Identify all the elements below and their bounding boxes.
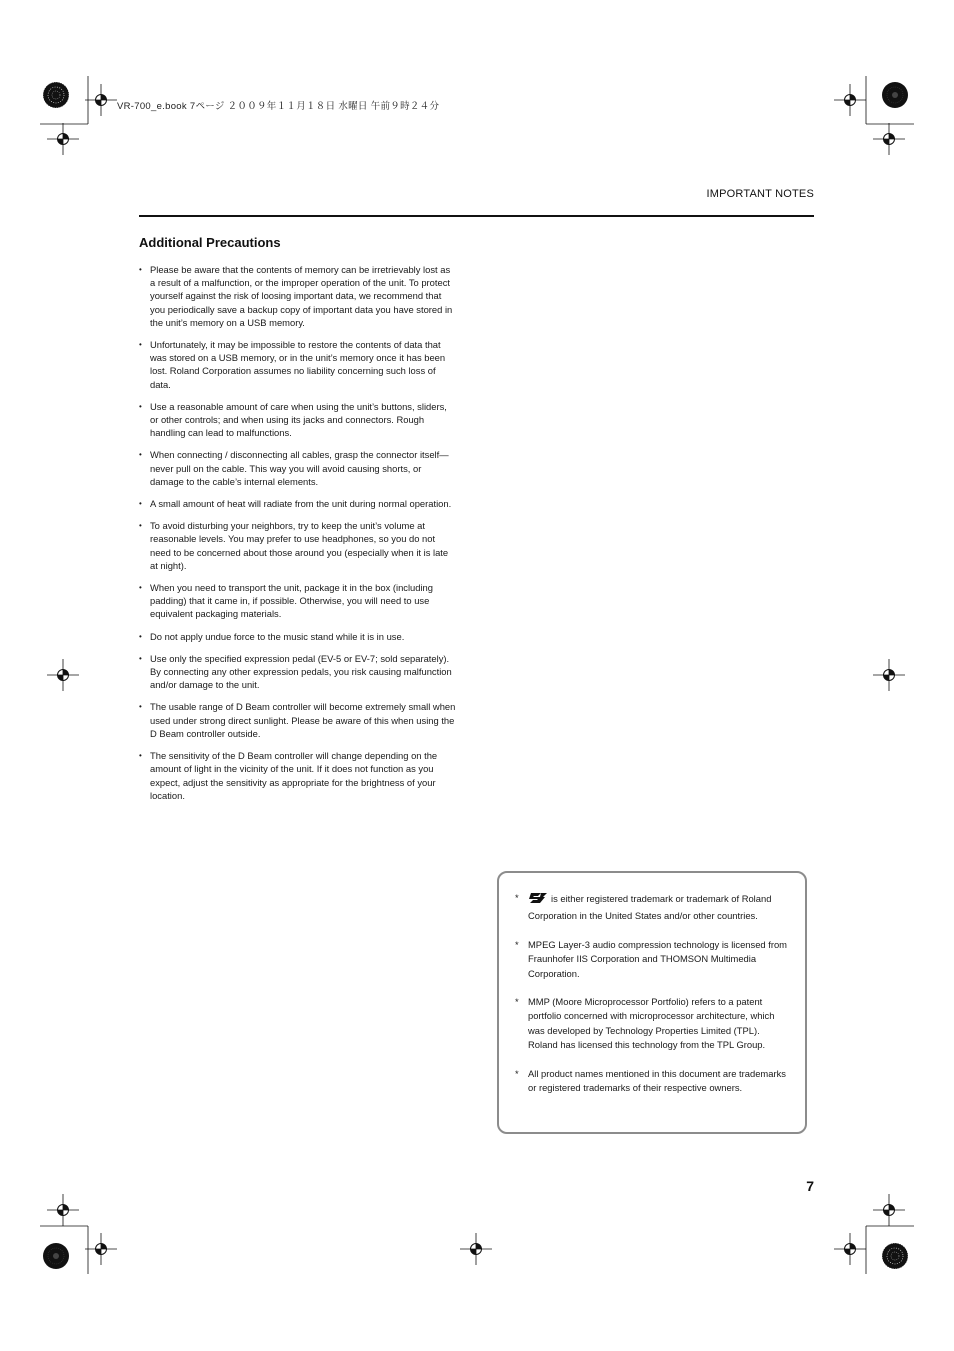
list-item-text: Do not apply undue force to the music stand while it is in use.: [150, 630, 405, 642]
list-item: [139, 652, 457, 692]
asterisk-glyph: *: [515, 996, 519, 1008]
list-item: [139, 581, 457, 621]
bullet-glyph: •: [139, 340, 142, 350]
printer-info-line: VR-700_e.book 7ページ ２００９年１１月１８日 水曜日 午前９時２４分: [117, 101, 440, 112]
trademark-note: [515, 1067, 787, 1096]
list-item: [139, 448, 457, 488]
list-item: [139, 400, 457, 440]
list-item: [139, 519, 457, 572]
precautions-list: [139, 263, 457, 811]
list-item-text: Please be aware that the contents of memory can be irretrievably lost as a result of a malfunction, or the improper operation of the unit. To protect yourself against the risk of loosing important data, we recommend that you periodically save a backup copy of important data you have stored in the unit’s memory on a USB memory.: [150, 264, 453, 328]
header-rule: [139, 215, 814, 217]
list-item: [139, 263, 457, 329]
list-item-text: When connecting / disconnecting all cables, grasp the connector itself—never pull on the cable. This way you will avoid causing shorts, or damage to the cable’s internal elements.: [150, 449, 449, 487]
list-item: [139, 749, 457, 802]
gs-logo-icon: [528, 891, 548, 909]
bullet-glyph: •: [139, 653, 142, 663]
list-item: [139, 700, 457, 740]
asterisk-glyph: *: [515, 892, 519, 903]
running-header: IMPORTANT NOTES: [706, 188, 814, 200]
list-item-text: The sensitivity of the D Beam controller will change depending on the amount of light in the vicinity of the unit. If it does not function as you expect, adjust the sensitivity as appropriate for the brightness of your location.: [150, 750, 438, 801]
trademark-note: [515, 995, 787, 1053]
list-item-text: Use a reasonable amount of care when using the unit’s buttons, sliders, or other controls; and when using its jacks and connectors. Rough handling can lead to malfunctions.: [150, 400, 447, 439]
list-item: [139, 630, 457, 643]
trademark-note-text: All product names mentioned in this document are trademarks or registered trademarks of their respective owners.: [528, 1067, 786, 1094]
trademark-notes-list: [515, 891, 787, 1109]
bullet-glyph: •: [139, 499, 142, 509]
section-title: Additional Precautions: [139, 235, 281, 250]
list-item-text: When you need to transport the unit, package it in the box (including padding) that it came in, if possible. Otherwise, you will need to use equivalent packaging materials.: [150, 582, 433, 620]
trademark-note: [515, 891, 787, 924]
bullet-glyph: •: [139, 702, 142, 712]
asterisk-glyph: *: [515, 938, 519, 950]
list-item-text: Unfortunately, it may be impossible to restore the contents of data that was stored on a USB memory, or in the unit’s memory once it has been lost. Roland Corporation assumes no liability concerning such loss of data.: [150, 339, 446, 390]
list-item-text: Use only the specified expression pedal (EV-5 or EV-7; sold separately). By connecting any other expression pedals, you risk causing malfunction and/or damage to the unit.: [150, 652, 452, 691]
trademark-note-text: is either registered trademark or trademark of Roland Corporation in the United States and/or other countries.: [528, 893, 772, 922]
bullet-glyph: •: [139, 401, 142, 411]
trademark-note-text: MPEG Layer-3 audio compression technology is licensed from Fraunhofer IIS Corporation and THOMSON Multimedia Corporation.: [528, 938, 787, 979]
bullet-glyph: •: [139, 751, 142, 761]
trademark-note: [515, 938, 787, 981]
bullet-glyph: •: [139, 265, 142, 274]
trademark-note-text: MMP (Moore Microprocessor Portfolio) refers to a patent portfolio concerned with microprocessor architecture, which was developed by Technology Properties Limited (TPL). Roland has licensed this technology from the TPL Group.: [528, 996, 775, 1051]
list-item: [139, 338, 457, 391]
bullet-glyph: •: [139, 583, 142, 593]
list-item: [139, 497, 457, 510]
bullet-glyph: •: [139, 521, 142, 531]
list-item-text: The usable range of D Beam controller will become extremely small when used under strong direct sunlight. Please be aware of this when using the D Beam controller outside.: [150, 701, 456, 739]
bullet-glyph: •: [139, 631, 142, 641]
list-item-text: A small amount of heat will radiate from the unit during normal operation.: [150, 498, 452, 510]
trademark-notice-box: [497, 871, 807, 1134]
page-number: 7: [806, 1178, 814, 1194]
bullet-glyph: •: [139, 450, 142, 460]
asterisk-glyph: *: [515, 1067, 519, 1079]
list-item-text: To avoid disturbing your neighbors, try to keep the unit’s volume at reasonable levels. You may prefer to use headphones, so you do not need to be concerned about those around you (especially when it is late at night).: [150, 520, 449, 571]
